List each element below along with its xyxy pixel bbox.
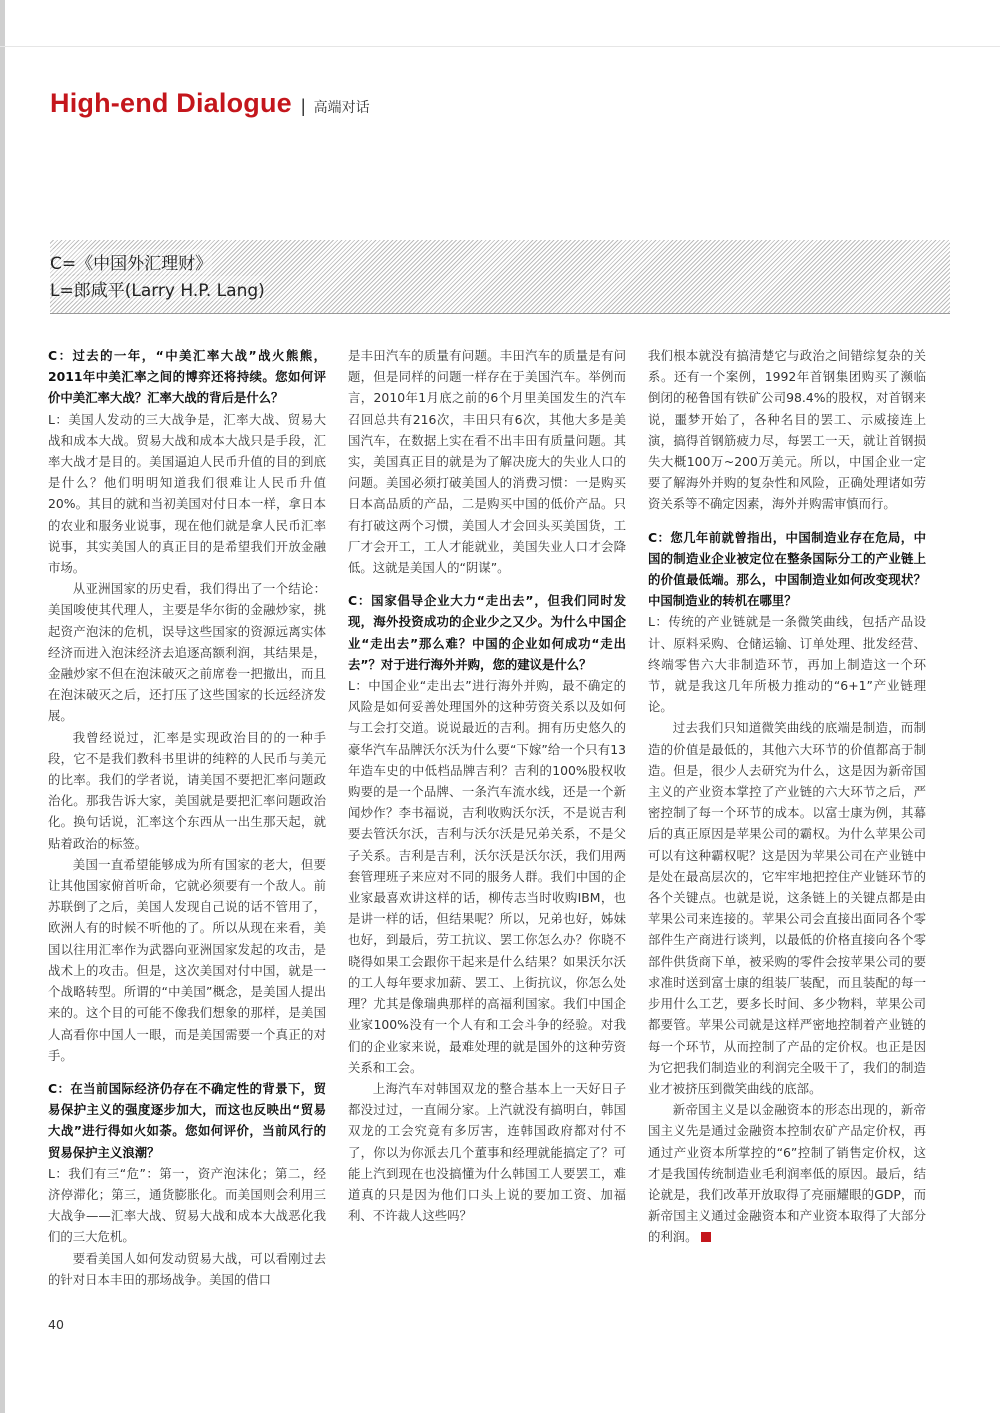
header-separator: | <box>300 96 306 116</box>
question-4: C：您几年前就曾指出，中国制造业存在危局，中国的制造业企业被定位在整条国际分工的产业链上的价值最低端。那么，中国制造业如何改变现状？中国制造业的转机在哪里？ <box>648 529 926 609</box>
banner-rule <box>50 313 950 314</box>
answer-paragraph: L：传统的产业链就是一条微笑曲线，包括产品设计、原料采购、仓储运输、订单处理、批发经营、终端零售六大非制造环节，再加上制造这一个环节，就是我这几年所极力推动的“6+1”产业链理论。 <box>648 614 926 715</box>
answer-paragraph: L：我们有三“危”：第一，资产泡沫化；第二，经济停滞化；第三，通货膨胀化。而美国则会利用三大战争——汇率大战、贸易大战和成本大战恶化我们的三大危机。 <box>48 1165 326 1245</box>
column-brand-title: High-end Dialogue <box>50 88 292 118</box>
interviewer-line: C=《中国外汇理财》 <box>50 249 212 274</box>
body-paragraph: 是丰田汽车的质量有问题。丰田汽车的质量是有问题，但是同样的问题一样存在于美国汽车。举例而言，2010年1月底之前的6个月里美国发生的汽车召回总共有216次，丰田只有6次，其他大多是美国汽车，在数据上实在看不出丰田有质量问题。其实，美国真正目的就是为了解决庞大的失业人口的问题。美国必须打破美国人的消费习惯：一是购买日本高品质的产品，二是购买中国的低价产品。只有打破这两个习惯，美国人才会回头买美国货，工厂才会开工，工人才能就业，美国失业人口才会降低。这就是美国人的“阴谋”。 <box>348 348 626 576</box>
body-paragraph: 我曾经说过，汇率是实现政治目的的一种手段，它不是我们教科书里讲的纯粹的人民币与美元的比率。我们的学者说，请美国不要把汇率问题政治化。那我告诉大家，美国就是要把汇率问题政治化。换句话说，汇率这个东西从一出生那天起，就贴着政治的标签。 <box>48 729 326 851</box>
article-column-2 <box>348 345 626 1293</box>
final-paragraph <box>648 1099 926 1247</box>
question-1: C：过去的一年，“中美汇率大战”战火熊熊，2011年中美汇率之间的博弈还将持续。您如何评价中美汇率大战？汇率大战的背后是什么？ <box>48 348 326 406</box>
article-column-3 <box>648 345 926 1297</box>
end-mark-icon <box>701 1232 711 1242</box>
body-paragraph: 美国一直希望能够成为所有国家的老大，但要让其他国家俯首听命，它就必须要有一个敌人。前苏联倒了之后，美国人发现自己说的话不管用了，欧洲人有的时候不听他的了。所以从现在来看，美国以往用汇率作为武器向亚洲国家发起的攻击，是战术上的攻击。但是，这次美国对付中国，就是一个战略转型。所谓的“中美国”概念，是美国人提出来的。这个目的可能不像我们想象的那样，是美国人高看你中国人一眼，而是美国需要一个真正的对手。 <box>48 856 326 1063</box>
final-paragraph-text: 新帝国主义是以金融资本的形态出现的，新帝国主义先是通过金融资本控制农矿产品定价权，再通过产业资本所掌控的“6”控制了销售定价权，这才是我国传统制造业毛利润率低的原因。最后，结论就是，我们改革开放取得了亮丽耀眼的GDP，而新帝国主义通过金融资本和产业资本取得了大部分的利润。 <box>648 1102 926 1245</box>
body-paragraph: 要看美国人如何发动贸易大战，可以看刚过去的针对日本丰田的那场战争。美国的借口 <box>48 1250 326 1287</box>
body-paragraph: 上海汽车对韩国双龙的整合基本上一天好日子都没过过，一直闹分家。上汽就没有搞明白，韩国双龙的工会究竟有多厉害，连韩国政府都对付不了，你以为你派去几个董事和经理就能搞定了？可能上汽到现在也没搞懂为什么韩国工人要罢工，难道真的只是因为他们口头上说的要加工资、加福利、不许裁人这些吗？ <box>348 1080 626 1224</box>
section-title: 高端对话 <box>313 100 370 116</box>
page-number: 40 <box>48 1317 64 1332</box>
page-top-rule <box>0 46 1000 47</box>
article-column-1 <box>48 345 326 1305</box>
body-paragraph: 过去我们只知道微笑曲线的底端是制造，而制造的价值是最低的，其他六大环节的价值都高于制造。但是，很少人去研究为什么，这是因为新帝国主义的产业资本掌控了产业链的六大环节之后，严密控制了每一个环节的成本。以富士康为例，其幕后的真正原因是苹果公司的霸权。为什么苹果公司可以有这种霸权呢？这是因为苹果公司在产业链中是处在最高层次的，它牢牢地把控住产业链环节的各个关键点。也就是说，这条链上的关键点都是由苹果公司来连接的。苹果公司会直接出面同各个零部件生产商进行谈判，以最低的价格直接向各个零部件供货商下单，被采购的零件会按苹果公司的要求准时送到富士康的组装厂装配，而且装配的每一步用什么工艺，要多长时间、多少物料，苹果公司都要管。苹果公司就是这样严密地控制着产业链的每一个环节，从而控制了产品的定价权。也正是因为它把我们制造业的利润完全吸干了，我们的制造业才被挤压到微笑曲线的底部。 <box>648 720 926 1096</box>
page-header <box>50 88 370 128</box>
question-3: C：国家倡导企业大力“走出去”，但我们同时发现，海外投资成功的企业少之又少。为什么中国企业“走出去”那么难？中国的企业如何成功“走出去”？对于进行海外并购，您的建议是什么？ <box>348 593 626 672</box>
interviewee-line: L=郎咸平(Larry H.P. Lang) <box>50 276 265 301</box>
answer-paragraph: L：美国人发动的三大战争是，汇率大战、贸易大战和成本大战。贸易大战和成本大战只是手段，汇率大战才是目的。美国逼迫人民币升值的目的到底是什么？他们明明知道我们很难让人民币升值20%。其目的就和当初美国对付日本一样，拿日本的农业和服务业说事，现在他们就是拿人民币汇率说事，其实美国人的真正目的是希望我们开放金融市场。 <box>48 411 326 576</box>
question-2: C：在当前国际经济仍存在不确定性的背景下，贸易保护主义的强度逐步加大，而这也反映出“贸易大战”进行得如火如荼。您如何评价，当前风行的贸易保护主义浪潮？ <box>48 1080 326 1160</box>
page-edge-shadow <box>0 0 5 1413</box>
body-paragraph: 从亚洲国家的历史看，我们得出了一个结论：美国唆使其代理人，主要是华尔街的金融炒家，挑起资产泡沫的危机，误导这些国家的资源远离实体经济而进入泡沫经济去追逐高额利润，其结果是，金融炒家不但在泡沫破灭之前席卷一把撤出，而且在泡沫破灭之后，还打压了这些国家的长远经济发展。 <box>48 581 326 724</box>
answer-paragraph: L：中国企业“走出去”进行海外并购，最不确定的风险是如何妥善处理国外的这种劳资关系以及如何与工会打交道。说说最近的吉利。拥有历史悠久的豪华汽车品牌沃尔沃为什么要“下嫁”给一个只有13年造车史的中低档品牌吉利？吉利的100%股权收购要的是一个品牌、一条汽车流水线，还是一个新闻炒作？李书福说，吉利收购沃尔沃，不是说吉利要去管沃尔沃，吉利与沃尔沃是兄弟关系，不是父子关系。吉利是吉利，沃尔沃是沃尔沃，我们用两套管理班子来应对不同的服务人群。我们中国的企业家最喜欢讲这样的话，柳传志当时收购IBM，也是讲一样的话，但结果呢？所以，兄弟也好，姊妹也好，到最后，劳工抗议、罢工你怎么办？你晓不晓得如果工会跟你干起来是什么结果？如果沃尔沃的工人每年要求加薪、罢工、上街抗议，你怎么处理？尤其是像瑞典那样的高福利国家。我们中国企业家100%没有一个人有和工会斗争的经验。对我们的企业家来说，最难处理的就是国外的这种劳资关系和工会。 <box>348 678 626 1075</box>
body-paragraph: 我们根本就没有搞清楚它与政治之间错综复杂的关系。还有一个案例，1992年首钢集团购买了濒临倒闭的秘鲁国有铁矿公司98.4%的股权，对首钢来说，噩梦开始了，各种名目的罢工、示威接连上演，搞得首钢筋疲力尽，每罢工一天，就让首钢损失大概100万~200万美元。所以，中国企业一定要了解海外并购的复杂性和风险，正确处理诸如劳资关系等不确定因素，海外并购需审慎而行。 <box>648 348 926 512</box>
